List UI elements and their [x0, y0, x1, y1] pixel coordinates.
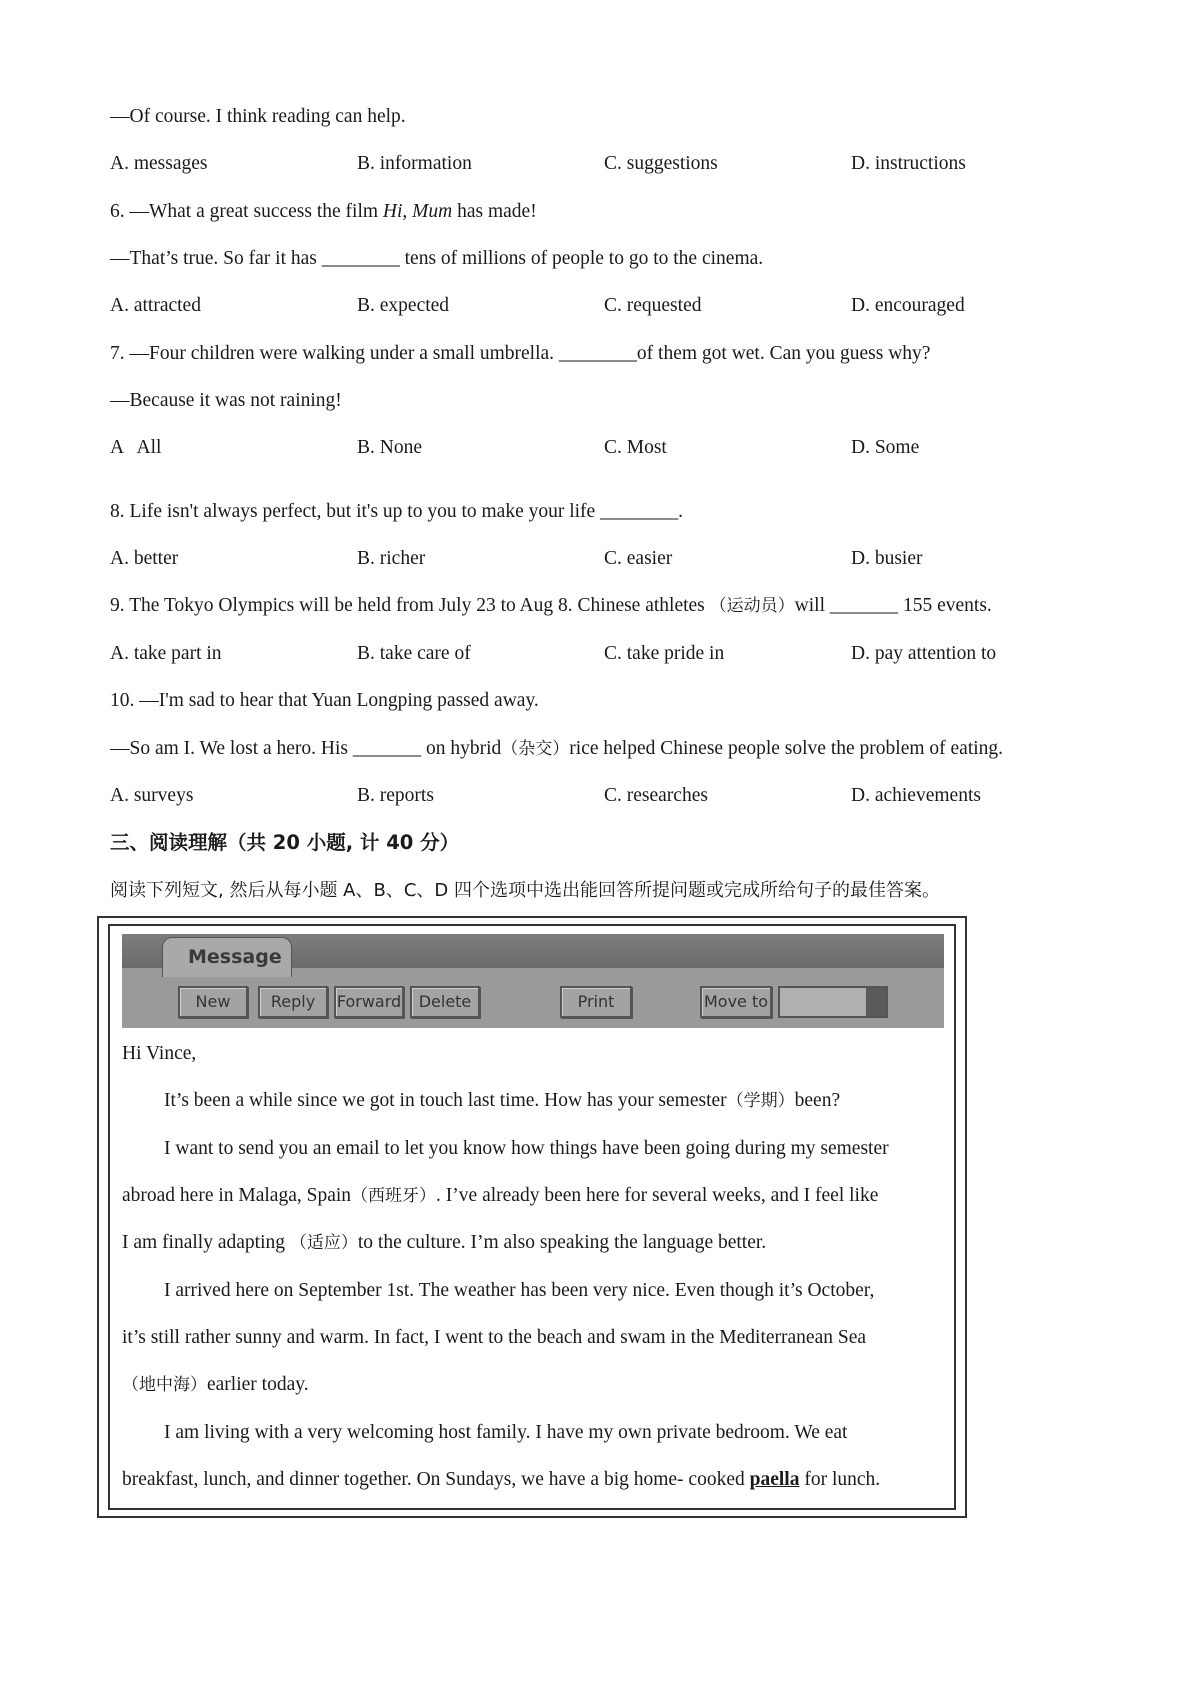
- q9-stem: [110, 593, 992, 619]
- q10-option-b: B. reports: [357, 785, 434, 806]
- email-p3-line3: [122, 1372, 944, 1398]
- email-p2-text: abroad here in Malaga, Spain: [122, 1185, 352, 1206]
- q7-option-b: B. None: [357, 437, 422, 458]
- q10-reply-text: —So am I. We lost a hero. His _______ on hybrid: [110, 738, 502, 759]
- q9-options: [110, 641, 1110, 667]
- q6-option-c: C. requested: [604, 295, 702, 316]
- q8-option-a: A. better: [110, 548, 179, 569]
- email-p2-line1: I want to send you an email to let you know how things have been going during my semester: [164, 1138, 889, 1159]
- q10-option-c: C. researches: [604, 785, 708, 806]
- email-p2-line2: [122, 1183, 944, 1209]
- reply-button: Reply: [258, 986, 328, 1018]
- email-p1: [122, 1088, 986, 1114]
- email-p2-l3-text: I am finally adapting: [122, 1232, 290, 1253]
- q8-option-c: C. easier: [604, 548, 673, 569]
- move-to-dropdown: [778, 986, 888, 1018]
- q9-gloss: （运动员）: [709, 596, 795, 616]
- q5-options: [110, 151, 1110, 177]
- email-p4-line1: I am living with a very welcoming host family. I have my own private bedroom. We eat: [164, 1422, 848, 1443]
- q6-option-d: D. encouraged: [851, 295, 965, 316]
- email-p3-end: earlier today.: [207, 1374, 309, 1395]
- email-p1-text: It’s been a while since we got in touch last time. How has your semester: [164, 1090, 727, 1111]
- q7-option-a: A All: [110, 437, 162, 458]
- q5-reply: —Of course. I think reading can help.: [110, 106, 406, 127]
- new-button: New: [178, 986, 248, 1018]
- q8-option-b: B. richer: [357, 548, 426, 569]
- q6-stem-text: 6. —What a great success the film: [110, 201, 383, 222]
- q9-option-a: A. take part in: [110, 643, 222, 664]
- q9-stem-text: 9. The Tokyo Olympics will be held from July 23 to Aug 8. Chinese athletes: [110, 595, 710, 616]
- q5-option-a: A. messages: [110, 153, 208, 174]
- q9-option-b: B. take care of: [357, 643, 471, 664]
- print-button: Print: [560, 986, 632, 1018]
- forward-button: Forward: [334, 986, 404, 1018]
- email-p2-end: . I’ve already been here for several weeks, and I feel like: [436, 1185, 879, 1206]
- q10-options: [110, 783, 1110, 809]
- q9-option-c: C. take pride in: [604, 643, 725, 664]
- email-p3-line2: it’s still rather sunny and warm. In fact, I went to the beach and swam in the Mediterranean Sea: [122, 1327, 867, 1348]
- q9-stem-end: will _______ 155 events.: [794, 595, 992, 616]
- q7-reply: —Because it was not raining!: [110, 390, 342, 411]
- email-greeting: Hi Vince,: [122, 1043, 197, 1064]
- email-p4-line2: [122, 1467, 944, 1493]
- q10-reply-end: rice helped Chinese people solve the problem of eating.: [569, 738, 1004, 759]
- q10-reply: [110, 736, 1003, 762]
- q7-option-d: D. Some: [851, 437, 920, 458]
- section-instruction: 阅读下列短文, 然后从每小题 A、B、C、D 四个选项中选出能回答所提问题或完成所给句子的最佳答案。: [110, 880, 940, 901]
- q7-stem: 7. —Four children were walking under a small umbrella. ________of them got wet. Can you guess why?: [110, 343, 931, 364]
- email-p1-end: been?: [794, 1090, 841, 1111]
- underlined-word-paella: paella: [749, 1469, 800, 1490]
- q10-stem: 10. —I'm sad to hear that Yuan Longping passed away.: [110, 690, 539, 711]
- delete-button: Delete: [410, 986, 480, 1018]
- q5-option-b: B. information: [357, 153, 472, 174]
- email-p2-gloss: （西班牙）: [351, 1186, 437, 1206]
- q6-option-b: B. expected: [357, 295, 450, 316]
- q5-option-c: C. suggestions: [604, 153, 718, 174]
- q6-film-title: Hi, Mum: [382, 201, 453, 222]
- q9-option-d: D. pay attention to: [851, 643, 997, 664]
- email-p1-gloss: （学期）: [726, 1091, 795, 1111]
- q7-options: [110, 435, 1110, 461]
- email-p3-gloss: （地中海）: [122, 1375, 207, 1395]
- email-p4-text: breakfast, lunch, and dinner together. On Sundays, we have a big home- cooked: [122, 1469, 750, 1490]
- q6-stem-end: has made!: [452, 201, 537, 222]
- q6-options: [110, 293, 1110, 319]
- email-p2-l3-end: to the culture. I’m also speaking the language better.: [357, 1232, 767, 1253]
- email-p4-end: for lunch.: [799, 1469, 881, 1490]
- section-title: 三、阅读理解（共 20 小题, 计 40 分）: [110, 831, 460, 854]
- q8-options: [110, 546, 1110, 572]
- q6-stem: [110, 199, 537, 225]
- q10-gloss: （杂交）: [501, 739, 570, 759]
- move-to-button: Move to: [700, 986, 772, 1018]
- dropdown-arrow-icon: [866, 988, 886, 1016]
- email-toolbar-image: [122, 934, 944, 1028]
- q7-option-c: C. Most: [604, 437, 667, 458]
- q6-option-a: A. attracted: [110, 295, 201, 316]
- q5-option-d: D. instructions: [851, 153, 966, 174]
- q10-option-a: A. surveys: [110, 785, 194, 806]
- message-tab: Message: [162, 937, 292, 977]
- email-p2-line3: [122, 1230, 944, 1256]
- q8-option-d: D. busier: [851, 548, 923, 569]
- q8-stem: 8. Life isn't always perfect, but it's up to you to make your life ________.: [110, 501, 683, 522]
- email-p3-line1: I arrived here on September 1st. The weather has been very nice. Even though it’s October,: [164, 1280, 875, 1301]
- q6-reply: —That’s true. So far it has ________ tens of millions of people to go to the cinema.: [110, 248, 764, 269]
- email-p2-l3-gloss: （适应）: [289, 1233, 358, 1253]
- q10-option-d: D. achievements: [851, 785, 981, 806]
